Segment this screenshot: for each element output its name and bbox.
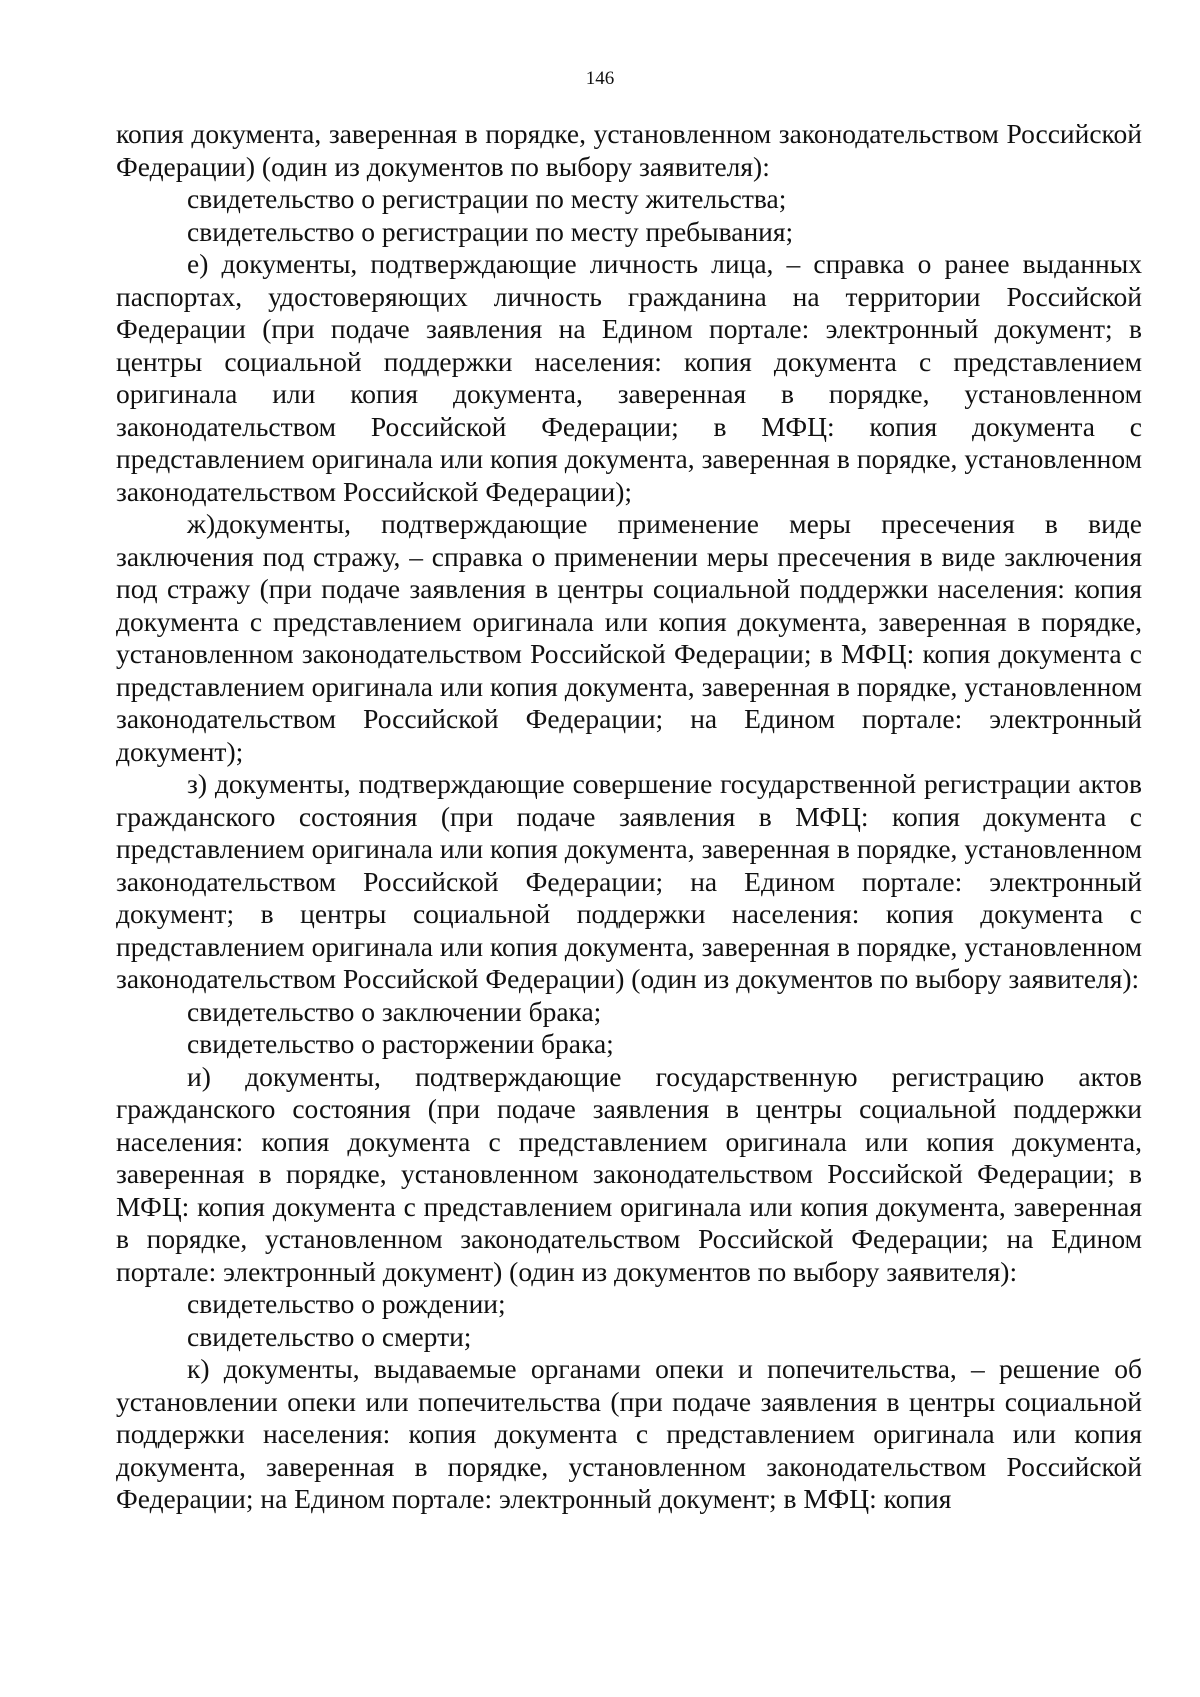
paragraph-item-zh: ж)документы, подтверждающие применение меры пресечения в виде заключения под стражу, – справка о применении меры пресечения в виде заключения под стражу (при подаче заявления в центры социальной поддержки населения: копия документа с представлением оригинала или копия документа, заверенная в порядке, установленном законодательством Российской Федерации; в МФЦ: копия документа с представлением оригинала или копия документа, заверенная в порядке, установленном законодательством Российской Федерации; на Едином портале: электронный документ); — [116, 508, 1142, 767]
paragraph-item-k: к) документы, выдаваемые органами опеки и попечительства, – решение об установлении опеки или попечительства (при подаче заявления в центры социальной поддержки населения: копия документа с представлением оригинала или копия документа, заверенная в порядке, установленном законодательством Российской Федерации; на Едином портале: электронный документ; в МФЦ: копия — [116, 1353, 1142, 1514]
page-number: 146 — [585, 68, 615, 89]
paragraph-list-item: свидетельство о заключении брака; — [187, 995, 602, 1027]
paragraph-list-item: свидетельство о смерти; — [187, 1320, 472, 1352]
paragraph-list-item: свидетельство о регистрации по месту пребывания; — [187, 215, 794, 247]
paragraph-list-item: свидетельство о рождении; — [187, 1288, 506, 1319]
paragraph-continuation: копия документа, заверенная в порядке, установленном законодательством Российской Федерации) (один из документов по выбору заявителя): — [116, 118, 1142, 182]
paragraph-item-e: е) документы, подтверждающие личность лица, – справка о ранее выданных паспортах, удостоверяющих личность гражданина на территории Российской Федерации (при подаче заявления на Едином портале: электронный документ; в центры социальной поддержки населения: копия документа с представлением оригинала или копия документа, заверенная в порядке, установленном законодательством Российской Федерации; в МФЦ: копия документа с представлением оригинала или копия документа, заверенная в порядке, установленном законодательством Российской Федерации); — [116, 248, 1142, 507]
paragraph-list-item: свидетельство о расторжении брака; — [187, 1028, 614, 1059]
paragraph-list-item: свидетельство о регистрации по месту жительства; — [187, 183, 787, 214]
paragraph-item-i: и) документы, подтверждающие государственную регистрацию актов гражданского состояния (при подаче заявления в центры социальной поддержки населения: копия документа с представлением оригинала или копия документа, заверенная в порядке, установленном законодательством Российской Федерации; в МФЦ: копия документа с представлением оригинала или копия документа, заверенная в порядке, установленном законодательством Российской Федерации; на Едином портале: электронный документ) (один из документов по выбору заявителя): — [116, 1060, 1142, 1287]
paragraph-item-z: з) документы, подтверждающие совершение государственной регистрации актов гражданского состояния (при подаче заявления в МФЦ: копия документа с представлением оригинала или копия документа, заверенная в порядке, установленном законодательством Российской Федерации; на Едином портале: электронный документ; в центры социальной поддержки населения: копия документа с представлением оригинала или копия документа, заверенная в порядке, установленном законодательством Российской Федерации) (один из документов по выбору заявителя): — [116, 768, 1142, 994]
document-body — [116, 118, 1142, 1516]
